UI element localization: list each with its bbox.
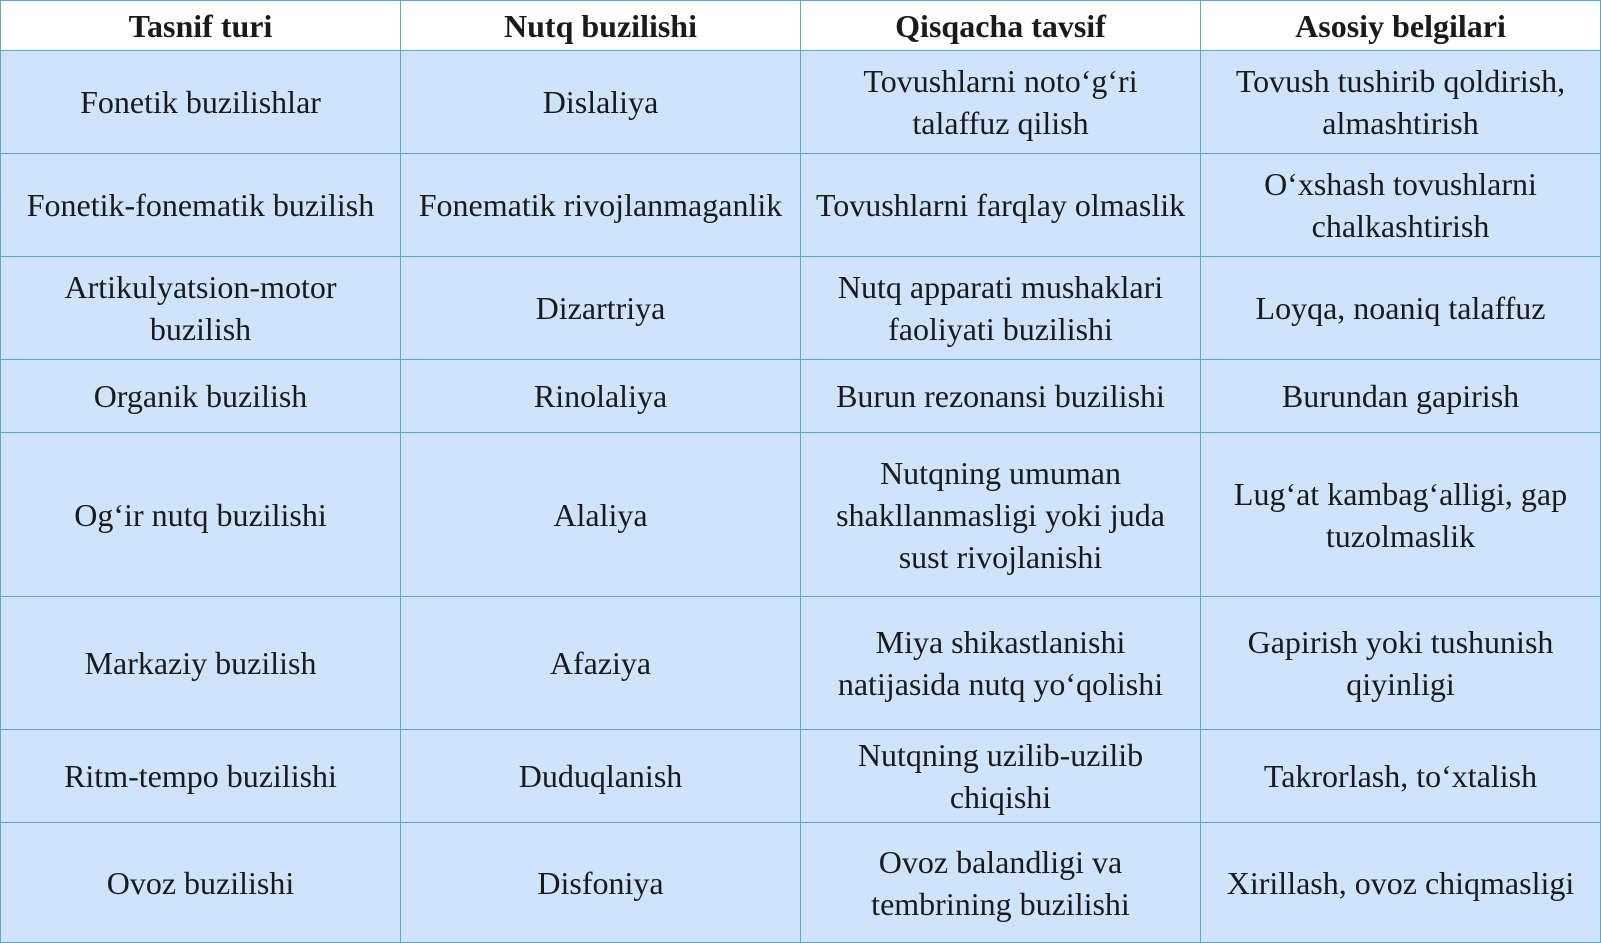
cell-classification-type: Markaziy buzilish <box>1 597 401 730</box>
cell-speech-disorder: Disfoniya <box>401 823 801 943</box>
table-row <box>1 360 1601 433</box>
header-short-description: Qisqacha tavsif <box>801 1 1201 51</box>
cell-short-description: Miya shikastlanishi natijasida nutq yo‘qolishi <box>801 597 1201 730</box>
header-speech-disorder: Nutq buzilishi <box>401 1 801 51</box>
cell-speech-disorder: Rinolaliya <box>401 360 801 433</box>
cell-classification-type: Artikulyatsion-motor buzilish <box>1 257 401 360</box>
cell-classification-type: Ovoz buzilishi <box>1 823 401 943</box>
cell-classification-type: Ritm-tempo buzilishi <box>1 730 401 823</box>
table-row <box>1 51 1601 154</box>
cell-main-signs: Loyqa, noaniq talaffuz <box>1201 257 1601 360</box>
cell-short-description: Burun rezonansi buzilishi <box>801 360 1201 433</box>
header-classification-type: Tasnif turi <box>1 1 401 51</box>
cell-main-signs: Burundan gapirish <box>1201 360 1601 433</box>
cell-short-description: Nutq apparati mushaklari faoliyati buzilishi <box>801 257 1201 360</box>
cell-main-signs: Xirillash, ovoz chiqmasligi <box>1201 823 1601 943</box>
table-row <box>1 154 1601 257</box>
cell-main-signs: Lug‘at kambag‘alligi, gap tuzolmaslik <box>1201 433 1601 597</box>
header-row <box>1 1 1601 51</box>
cell-short-description: Nutqning umuman shakllanmasligi yoki juda sust rivojlanishi <box>801 433 1201 597</box>
cell-short-description: Tovushlarni noto‘g‘ri talaffuz qilish <box>801 51 1201 154</box>
table-header <box>1 1 1601 51</box>
cell-classification-type: Fonetik buzilishlar <box>1 51 401 154</box>
cell-short-description: Ovoz balandligi va tembrining buzilishi <box>801 823 1201 943</box>
table-row <box>1 257 1601 360</box>
cell-speech-disorder: Dizartriya <box>401 257 801 360</box>
table-row <box>1 433 1601 597</box>
cell-speech-disorder: Alaliya <box>401 433 801 597</box>
header-main-signs: Asosiy belgilari <box>1201 1 1601 51</box>
cell-main-signs: Takrorlash, to‘xtalish <box>1201 730 1601 823</box>
cell-speech-disorder: Dislaliya <box>401 51 801 154</box>
cell-classification-type: Fonetik-fonematik buzilish <box>1 154 401 257</box>
table-body <box>1 51 1601 943</box>
table-row <box>1 597 1601 730</box>
cell-short-description: Tovushlarni farqlay olmaslik <box>801 154 1201 257</box>
cell-main-signs: O‘xshash tovushlarni chalkashtirish <box>1201 154 1601 257</box>
cell-main-signs: Tovush tushirib qoldirish, almashtirish <box>1201 51 1601 154</box>
cell-speech-disorder: Afaziya <box>401 597 801 730</box>
table-row <box>1 730 1601 823</box>
cell-speech-disorder: Fonematik rivojlanmaganlik <box>401 154 801 257</box>
cell-main-signs: Gapirish yoki tushunish qiyinligi <box>1201 597 1601 730</box>
cell-classification-type: Organik buzilish <box>1 360 401 433</box>
cell-short-description: Nutqning uzilib-uzilib chiqishi <box>801 730 1201 823</box>
table-row <box>1 823 1601 943</box>
cell-classification-type: Og‘ir nutq buzilishi <box>1 433 401 597</box>
cell-speech-disorder: Duduqlanish <box>401 730 801 823</box>
